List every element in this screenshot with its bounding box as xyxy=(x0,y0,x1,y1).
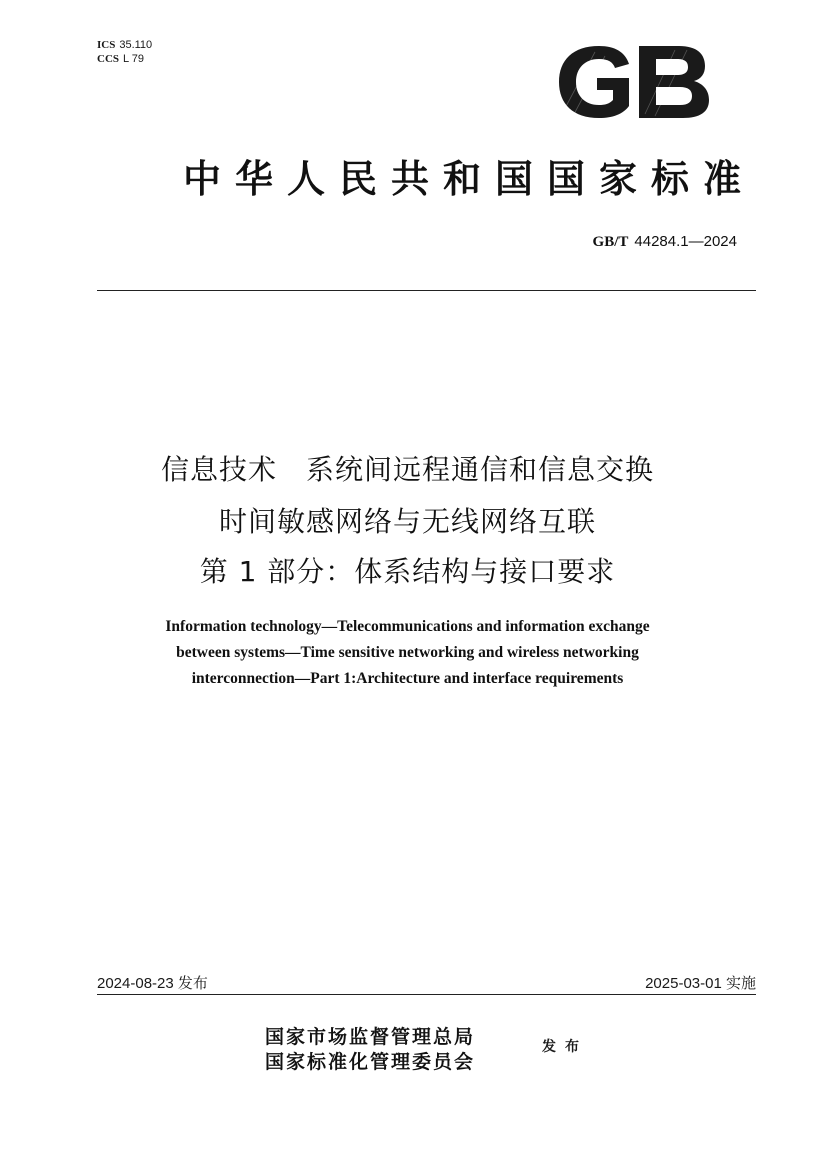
gb-logo xyxy=(555,42,713,122)
standard-category-title: 中华人民共和国国家标准 xyxy=(182,156,755,201)
ccs-code xyxy=(97,52,152,66)
bottom-divider xyxy=(97,994,756,995)
issuer-samr: 国家市场监督管理总局 xyxy=(265,1026,476,1048)
ics-code xyxy=(97,38,152,52)
ccs-value: L 79 xyxy=(123,53,145,65)
standard-number xyxy=(400,232,737,251)
top-divider xyxy=(97,290,756,291)
standard-number-value: 44284.1—2024 xyxy=(634,233,737,250)
issuer-sac: 国家标准化管理委员会 xyxy=(265,1051,476,1073)
classification-codes xyxy=(97,38,152,66)
ics-label: ICS xyxy=(97,39,116,51)
standard-number-prefix: GB/T xyxy=(592,234,629,250)
ics-value: 35.110 xyxy=(119,39,153,51)
english-title-line-2: between systems—Time sensitive networking and wireless networking xyxy=(176,644,639,661)
implementation-date: 2025-03-01 实施 xyxy=(645,975,756,992)
issue-date: 2024-08-23 发布 xyxy=(97,975,208,992)
english-title-line-3: interconnection—Part 1:Architecture and interface requirements xyxy=(191,670,624,687)
english-title-line-1: Information technology—Telecommunications and information exchange xyxy=(165,618,650,635)
chinese-title-line-2: 时间敏感网络与无线网络互联 xyxy=(218,505,596,538)
chinese-title-line-3: 第 1 部分：体系结构与接口要求 xyxy=(199,555,616,588)
publish-label: 发布 xyxy=(542,1039,588,1055)
chinese-title-line-1: 信息技术 系统间远程通信和信息交换 xyxy=(160,453,654,486)
gb-logo-icon xyxy=(555,42,713,122)
ccs-label: CCS xyxy=(97,53,120,65)
